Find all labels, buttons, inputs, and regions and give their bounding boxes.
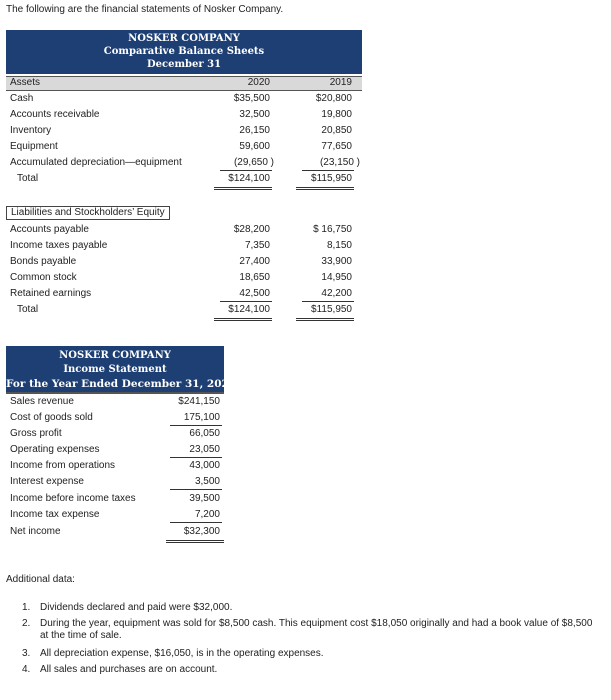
row-value: $32,300	[183, 526, 220, 537]
table-row	[6, 286, 362, 302]
value-2019: 14,950	[321, 272, 352, 283]
table-row	[6, 507, 224, 523]
table-row	[6, 426, 224, 442]
balance-sheet-title	[6, 30, 362, 74]
row-label: Gross profit	[10, 428, 62, 439]
row-label: Common stock	[10, 272, 77, 283]
table-row-total	[6, 524, 224, 540]
value-2019: $20,800	[315, 93, 352, 104]
statement-name: Income Statement	[63, 364, 167, 375]
row-value: 43,000	[189, 460, 220, 471]
row-label: Accumulated depreciation—equipment	[10, 157, 182, 168]
row-label: Accounts payable	[10, 224, 89, 235]
row-label: Sales revenue	[10, 396, 74, 407]
row-value: 39,500	[189, 493, 220, 504]
intro-text: The following are the financial statements of Nosker Company.	[6, 4, 284, 15]
value-2020: 42,500	[239, 288, 270, 299]
column-header-row	[6, 75, 362, 91]
row-label: Accounts receivable	[10, 109, 100, 120]
table-row-total	[6, 302, 362, 318]
row-value: 175,100	[183, 412, 220, 423]
value-2020: $124,100	[228, 304, 270, 315]
row-label: Cash	[10, 93, 34, 104]
statement-date: December 31	[146, 59, 222, 70]
value-2020: 18,650	[239, 272, 270, 283]
statement-name: Comparative Balance Sheets	[103, 46, 265, 57]
item-text: During the year, equipment was sold for $8,500 cash. This equipment cost $18,050 originally and had a book value of $8,500 at the time of sale.	[40, 618, 593, 641]
total-double-underline	[214, 187, 272, 190]
value-2020: (29,650 )	[233, 157, 274, 168]
subtotal-underline	[170, 522, 222, 523]
value-2020: 26,150	[239, 125, 270, 136]
table-row	[6, 474, 224, 490]
value-2020: $124,100	[228, 173, 270, 184]
row-label: Total	[17, 304, 39, 315]
table-row	[6, 410, 224, 426]
row-label: Retained earnings	[10, 288, 92, 299]
row-label: Income tax expense	[10, 509, 100, 520]
row-label: Net income	[10, 526, 61, 537]
statement-period: For the Year Ended December 31, 2020	[6, 378, 237, 390]
table-row	[6, 238, 362, 254]
value-2019: $ 16,750	[313, 224, 352, 235]
row-label: Income taxes payable	[10, 240, 108, 251]
table-row	[6, 222, 362, 238]
value-2019: 42,200	[321, 288, 352, 299]
row-label: Bonds payable	[10, 256, 77, 267]
total-double-underline	[166, 540, 224, 543]
table-row	[6, 254, 362, 270]
subtotal-underline	[170, 489, 222, 490]
value-2020: 27,400	[239, 256, 270, 267]
value-2020: 7,350	[244, 240, 270, 251]
value-2020: 59,600	[239, 141, 270, 152]
item-text: All depreciation expense, $16,050, is in the operating expenses.	[40, 648, 324, 659]
company-name: NOSKER COMPANY	[59, 350, 171, 361]
value-2020: 32,500	[239, 109, 270, 120]
row-label: Interest expense	[10, 476, 84, 487]
row-value: 66,050	[189, 428, 220, 439]
item-text: Dividends declared and paid were $32,000.	[40, 602, 233, 613]
assets-header: Assets	[10, 77, 41, 88]
value-2020: $35,500	[233, 93, 270, 104]
row-label: Equipment	[10, 141, 58, 152]
value-2019: 8,150	[326, 240, 352, 251]
income-statement-title	[6, 346, 237, 392]
row-value: 3,500	[194, 476, 220, 487]
item-number: 3.	[22, 648, 31, 659]
item-number: 4.	[22, 664, 31, 675]
table-row	[6, 155, 362, 171]
row-label: Cost of goods sold	[10, 412, 93, 423]
item-text: All sales and purchases are on account.	[40, 664, 218, 675]
item-number: 1.	[22, 602, 31, 613]
row-label: Total	[17, 173, 39, 184]
table-row	[6, 139, 362, 155]
value-2019: $115,950	[311, 304, 352, 315]
table-row-total	[6, 171, 362, 187]
total-double-underline	[214, 318, 272, 321]
row-value: 7,200	[194, 509, 220, 520]
value-2020: $28,200	[233, 224, 270, 235]
table-row	[6, 123, 362, 139]
value-2019: (23,150 )	[319, 157, 360, 168]
row-value: 23,050	[189, 444, 220, 455]
row-label: Operating expenses	[10, 444, 100, 455]
value-2019: 33,900	[321, 256, 352, 267]
table-row	[6, 107, 362, 123]
table-row	[6, 270, 362, 286]
table-row	[6, 91, 362, 107]
table-row	[6, 442, 224, 458]
liabilities-header: Liabilities and Stockholders’ Equity	[6, 206, 170, 220]
row-label: Income before income taxes	[10, 493, 136, 504]
company-name: NOSKER COMPANY	[128, 33, 240, 44]
value-2019: 20,850	[321, 125, 352, 136]
value-2019: 19,800	[321, 109, 352, 120]
row-label: Inventory	[10, 125, 52, 136]
item-number: 2.	[22, 618, 31, 629]
value-2019: 77,650	[321, 141, 352, 152]
total-double-underline	[296, 318, 354, 321]
table-row	[6, 491, 224, 507]
row-label: Income from operations	[10, 460, 116, 471]
table-row	[6, 458, 224, 474]
table-row	[6, 394, 224, 410]
year-2020-header: 2020	[247, 77, 270, 88]
value-2019: $115,950	[311, 173, 352, 184]
year-2019-header: 2019	[329, 77, 352, 88]
total-double-underline	[296, 187, 354, 190]
row-value: $241,150	[178, 396, 220, 407]
additional-data-title: Additional data:	[6, 574, 75, 585]
